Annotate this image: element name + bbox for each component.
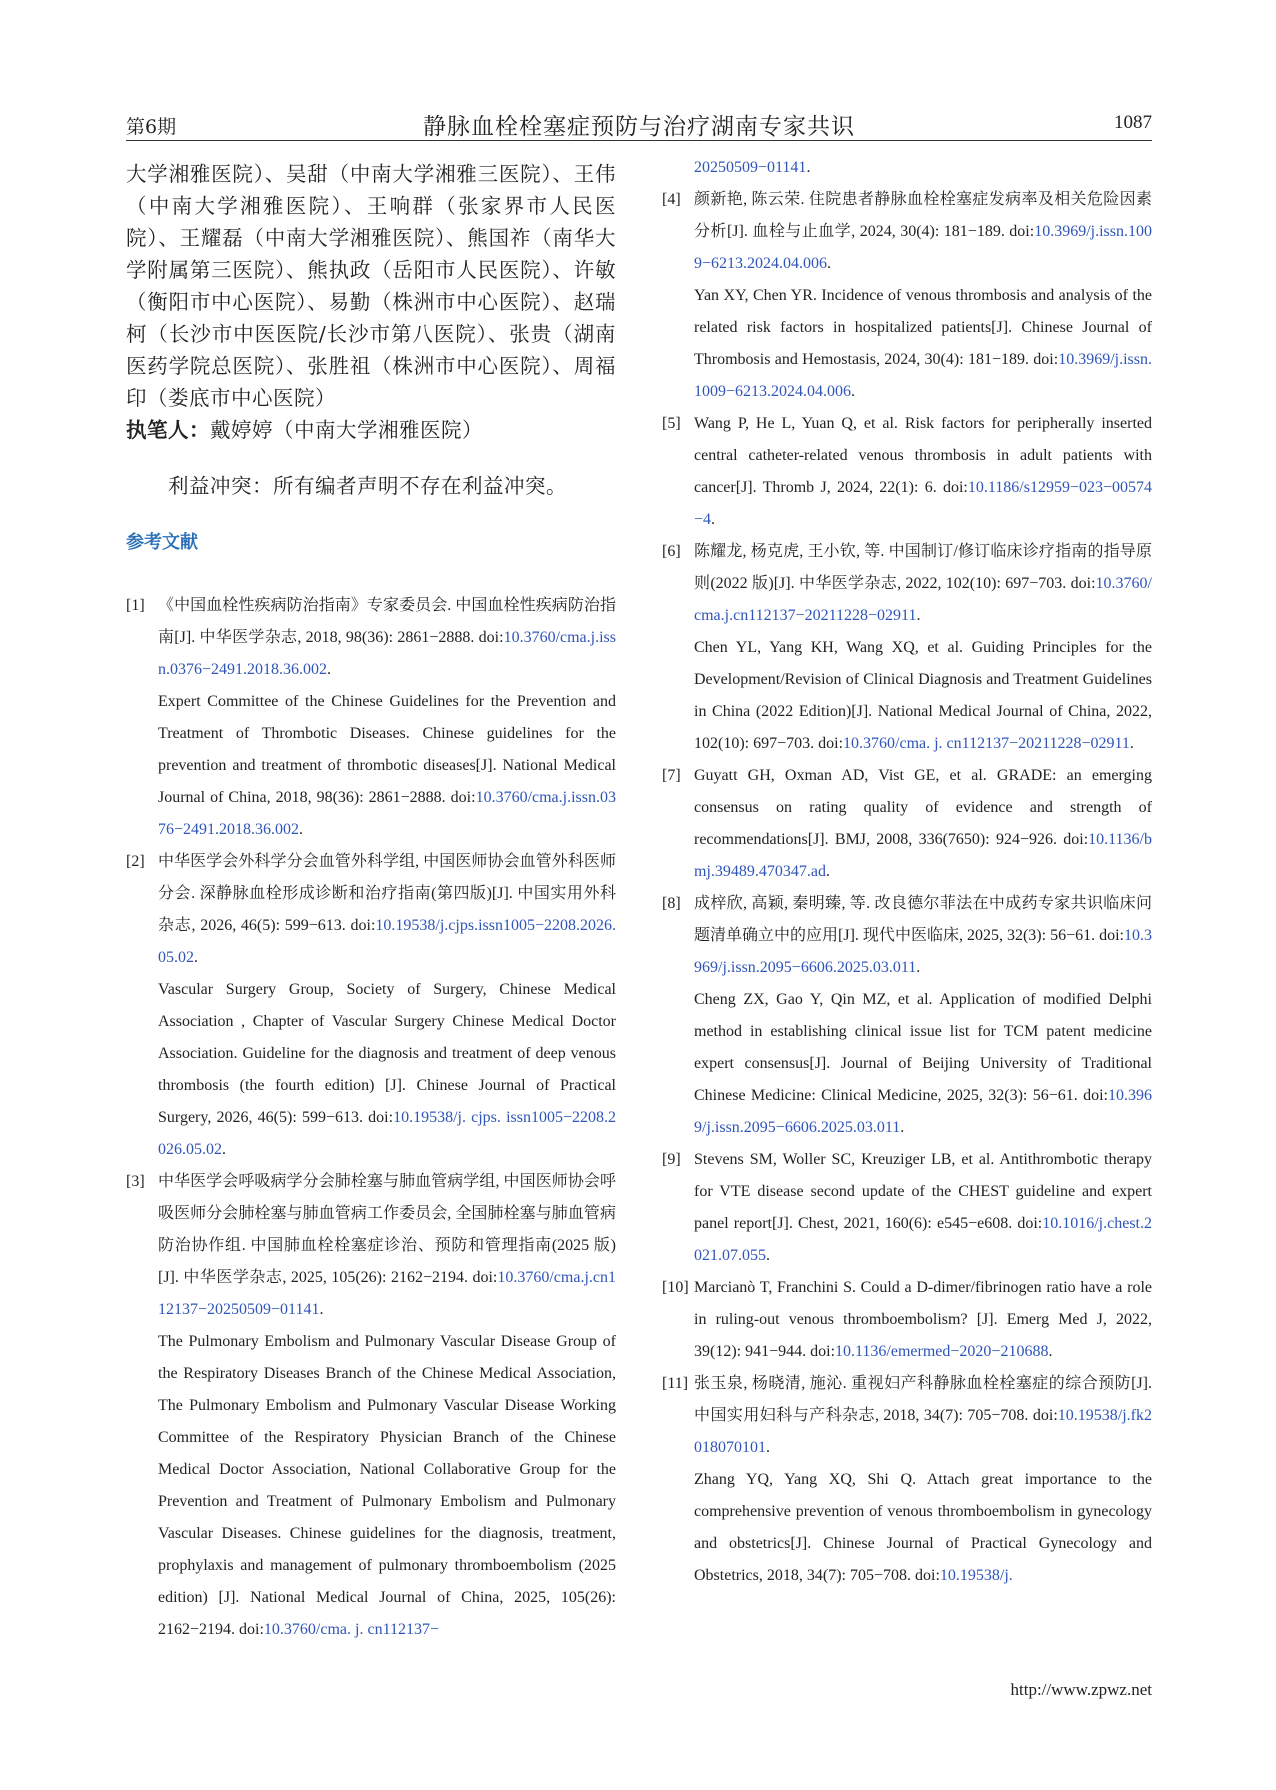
reference-number: [6] bbox=[662, 543, 681, 560]
doi-link[interactable]: 10.3969/j.issn.2095−6606.2025.03.011 bbox=[694, 927, 1152, 976]
doi-link[interactable]: 10.1016/j.chest.2021.07.055 bbox=[694, 1215, 1152, 1264]
reference-english: Cheng ZX, Gao Y, Qin MZ, et al. Application of modified Delphi method in establishing clinical issue list for TCM patent medicine expert consensus[J]. Journal of Beijing University of Traditional Chinese Medicine: Clinical Medicine, 2025, 32(3): 56−61. doi:10.3969/j.issn.2095−6606.2025.03.011. bbox=[694, 991, 1152, 1136]
running-title: 静脉血栓栓塞症预防与治疗湖南专家共识 bbox=[423, 114, 855, 140]
issue-number: 第6期 bbox=[126, 116, 177, 138]
reference-english: Wang P, He L, Yuan Q, et al. Risk factors for peripherally inserted central catheter-related venous thrombosis in adult patients with cancer[J]. Thromb J, 2024, 22(1): 6. doi:10.1186/s12959−023−00574−4. bbox=[694, 415, 1152, 528]
doi-link[interactable]: 20250509−01141 bbox=[694, 159, 807, 176]
reference-chinese: 成梓欣, 高颖, 秦明臻, 等. 改良德尔菲法在中成药专家共识临床问题清单确立中的应用[J]. 现代中医临床, 2025, 32(3): 56−61. doi:10.3969/j.issn.2095−6606.2025.03.011. bbox=[694, 895, 1152, 976]
reference-chinese: 颜新艳, 陈云荣. 住院患者静脉血栓栓塞症发病率及相关危险因素分析[J]. 血栓与止血学, 2024, 30(4): 181−189. doi:10.3969/j.issn.1009−6213.2024.04.006. bbox=[694, 191, 1152, 272]
doi-link[interactable]: 10.19538/j. cjps. issn1005−2208.2026.05.02 bbox=[158, 1109, 617, 1158]
doi-link[interactable]: 10.1136/emermed−2020−210688 bbox=[835, 1343, 1049, 1360]
doi-link[interactable]: 10.1136/bmj.39489.470347.ad bbox=[694, 831, 1152, 880]
doi-link[interactable]: 10.19538/j. bbox=[939, 1567, 1013, 1584]
reference-english: Zhang YQ, Yang XQ, Shi Q. Attach great importance to the comprehensive prevention of venous thromboembolism in gynecology and obstetrics[J]. Chinese Journal of Practical Gynecology and Obstetrics, 2018, 34(7): 705−708. doi:10.19538/j. bbox=[694, 1471, 1152, 1584]
reference-number: [11] bbox=[662, 1375, 689, 1392]
reference-number: [7] bbox=[662, 767, 681, 784]
reference-chinese: 张玉泉, 杨晓清, 施沁. 重视妇产科静脉血栓栓塞症的综合预防[J]. 中国实用妇科与产科杂志, 2018, 34(7): 705−708. doi:10.19538/j.fk2018070101. bbox=[694, 1375, 1152, 1456]
reference-english: The Pulmonary Embolism and Pulmonary Vascular Disease Group of the Respiratory Diseases Branch of the Chinese Medical Association, The Pulmonary Embolism and Pulmonary Vascular Disease Working Committee of the Respiratory Physician Branch of the Chinese Medical Doctor Association, National Collaborative Group for the Prevention and Treatment of Pulmonary Embolism and Pulmonary Vascular Diseases. Chinese guidelines for the diagnosis, treatment, prophylaxis and management of pulmonary thromboembolism (2025 edition) [J]. National Medical Journal of China, 2025, 105(26): 2162−2194. doi:10.3760/cma. j. cn112137− bbox=[158, 1333, 616, 1638]
reference-number: [1] bbox=[126, 597, 145, 614]
reference-english: Marcianò T, Franchini S. Could a D-dimer/fibrinogen ratio have a role in ruling-out venous thromboembolism? [J]. Emerg Med J, 2022, 39(12): 941−944. doi:10.1136/emermed−2020−210688. bbox=[694, 1279, 1152, 1360]
reference-english: Guyatt GH, Oxman AD, Vist GE, et al. GRADE: an emerging consensus on rating quality of evidence and strength of recommendations[J]. BMJ, 2008, 336(7650): 924−926. doi:10.1136/bmj.39489.470347.ad. bbox=[694, 767, 1152, 880]
left-column bbox=[126, 158, 616, 1646]
reference-number: [3] bbox=[126, 1173, 145, 1190]
reference-item bbox=[662, 1368, 1152, 1592]
reference-english: Vascular Surgery Group, Society of Surgery, Chinese Medical Association , Chapter of Vascular Surgery Chinese Medical Doctor Association. Guideline for the diagnosis and treatment of deep venous thrombosis (the fourth edition) [J]. Chinese Journal of Practical Surgery, 2026, 46(5): 599−613. doi:10.19538/j. cjps. issn1005−2208.2026.05.02. bbox=[158, 981, 617, 1158]
reference-number: [10] bbox=[662, 1279, 689, 1296]
references-heading: 参考文献 bbox=[126, 532, 198, 553]
doi-link[interactable]: 10.3760/cma.j.cn112137−20250509−01141 bbox=[158, 1269, 616, 1318]
reference-chinese: 陈耀龙, 杨克虎, 王小钦, 等. 中国制订/修订临床诊疗指南的指导原则(2022 版)[J]. 中华医学杂志, 2022, 102(10): 697−703. doi:10.3760/cma.j.cn112137−20211228−02911. bbox=[694, 543, 1152, 624]
reference-english: Expert Committee of the Chinese Guidelines for the Prevention and Treatment of Thrombotic Diseases. Chinese guidelines for the prevention and treatment of thrombotic diseases[J]. National Medical Journal of China, 2018, 98(36): 2861−2888. doi:10.3760/cma.j.issn.0376−2491.2018.36.002. bbox=[158, 693, 616, 838]
reference-chinese: 中华医学会呼吸病学分会肺栓塞与肺血管病学组, 中国医师协会呼吸医师分会肺栓塞与肺血管病工作委员会, 全国肺栓塞与肺血管病防治协作组. 中国肺血栓栓塞症诊治、预防和管理指南(2025 版) [J]. 中华医学杂志, 2025, 105(26): 2162−2194. doi:10.3760/cma.j.cn112137−20250509−01141. bbox=[158, 1173, 616, 1318]
doi-link[interactable]: 10.3760/cma. j. cn112137−20211228−02911 bbox=[843, 735, 1130, 752]
reference-english: Stevens SM, Woller SC, Kreuziger LB, et al. Antithrombotic therapy for VTE disease second update of the CHEST guideline and expert panel report[J]. Chest, 2021, 160(6): e545−e608. doi:10.1016/j.chest.2021.07.055. bbox=[694, 1151, 1152, 1264]
reference-english: Chen YL, Yang KH, Wang XQ, et al. Guiding Principles for the Development/Revision of Clinical Diagnosis and Treatment Guidelines in China (2022 Edition)[J]. National Medical Journal of China, 2022, 102(10): 697−703. doi:10.3760/cma. j. cn112137−20211228−02911. bbox=[694, 639, 1152, 752]
reference-english: Yan XY, Chen YR. Incidence of venous thrombosis and analysis of the related risk factors in hospitalized patients[J]. Chinese Journal of Thrombosis and Hemostasis, 2024, 30(4): 181−189. doi:10.3969/j.issn.1009−6213.2024.04.006. bbox=[694, 287, 1152, 400]
doi-link[interactable]: 10.3760/cma.j.issn.0376−2491.2018.36.002 bbox=[158, 789, 616, 838]
conflict-statement: 利益冲突：所有编者声明不存在利益冲突。 bbox=[168, 474, 567, 498]
reference-item bbox=[662, 536, 1152, 760]
reference-item bbox=[662, 760, 1152, 888]
right-column bbox=[662, 158, 1152, 1592]
reference-item bbox=[662, 888, 1152, 1144]
reference-number: [8] bbox=[662, 895, 681, 912]
doi-link[interactable]: 10.3969/j.issn.1009−6213.2024.04.006 bbox=[694, 351, 1152, 400]
reference-item bbox=[126, 590, 616, 846]
doi-link[interactable]: 10.1186/s12959−023−00574−4 bbox=[694, 479, 1152, 528]
reference-number: [4] bbox=[662, 191, 681, 208]
reference-number: [9] bbox=[662, 1151, 681, 1168]
reference-chinese: 《中国血栓性疾病防治指南》专家委员会. 中国血栓性疾病防治指南[J]. 中华医学杂志, 2018, 98(36): 2861−2888. doi:10.3760/cma.j.issn.0376−2491.2018.36.002. bbox=[158, 597, 616, 678]
reference-continuation: 20250509−01141. bbox=[694, 159, 811, 176]
reference-list-left bbox=[126, 590, 616, 1646]
writer-name: 戴婷婷（中南大学湘雅医院） bbox=[210, 418, 483, 442]
journal-url[interactable]: http://www.zpwz.net bbox=[1010, 1680, 1152, 1699]
reference-item bbox=[662, 184, 1152, 408]
running-header bbox=[126, 108, 1152, 141]
doi-link[interactable]: 10.3969/j.issn.2095−6606.2025.03.011 bbox=[694, 1087, 1152, 1136]
reference-chinese: 中华医学会外科学分会血管外科学组, 中国医师协会血管外科医师分会. 深静脉血栓形成诊断和治疗指南(第四版)[J]. 中国实用外科杂志, 2026, 46(5): 599−613. doi:10.19538/j.cjps.issn1005−2208.2026.05.02. bbox=[158, 853, 616, 966]
reference-item bbox=[662, 1144, 1152, 1272]
reference-item bbox=[662, 1272, 1152, 1368]
writer-label: 执笔人： bbox=[126, 418, 210, 442]
doi-link[interactable]: 10.19538/j.fk2018070101 bbox=[694, 1407, 1152, 1456]
doi-link[interactable]: 10.3760/cma.j.cn112137−20211228−02911 bbox=[694, 575, 1152, 624]
doi-link[interactable]: 10.3760/cma.j.issn.0376−2491.2018.36.002 bbox=[158, 629, 616, 678]
reference-item bbox=[662, 408, 1152, 536]
reference-item bbox=[126, 846, 616, 1166]
reference-item bbox=[126, 1166, 616, 1646]
reference-list-right bbox=[662, 152, 1152, 1592]
contributors-text: 大学湘雅医院）、吴甜（中南大学湘雅三医院）、王伟（中南大学湘雅医院）、王响群（张家界市人民医院）、王耀磊（中南大学湘雅医院）、熊国祚（南华大学附属第三医院）、熊执政（岳阳市人民医院）、许敏（衡阳市中心医院）、易勤（株洲市中心医院）、赵瑞柯（长沙市中医医院/长沙市第八医院）、张贵（湖南医药学院总医院）、张胜祖（株洲市中心医院）、周福印（娄底市中心医院） bbox=[126, 162, 616, 410]
doi-link[interactable]: 10.19538/j.cjps.issn1005−2208.2026.05.02 bbox=[158, 917, 616, 966]
reference-number: [2] bbox=[126, 853, 145, 870]
reference-number: [5] bbox=[662, 415, 681, 432]
page-number: 1087 bbox=[1114, 112, 1152, 133]
author-list bbox=[126, 158, 616, 446]
doi-link[interactable]: 10.3760/cma. j. cn112137− bbox=[263, 1621, 439, 1638]
doi-link[interactable]: 10.3969/j.issn.1009−6213.2024.04.006 bbox=[694, 223, 1152, 272]
